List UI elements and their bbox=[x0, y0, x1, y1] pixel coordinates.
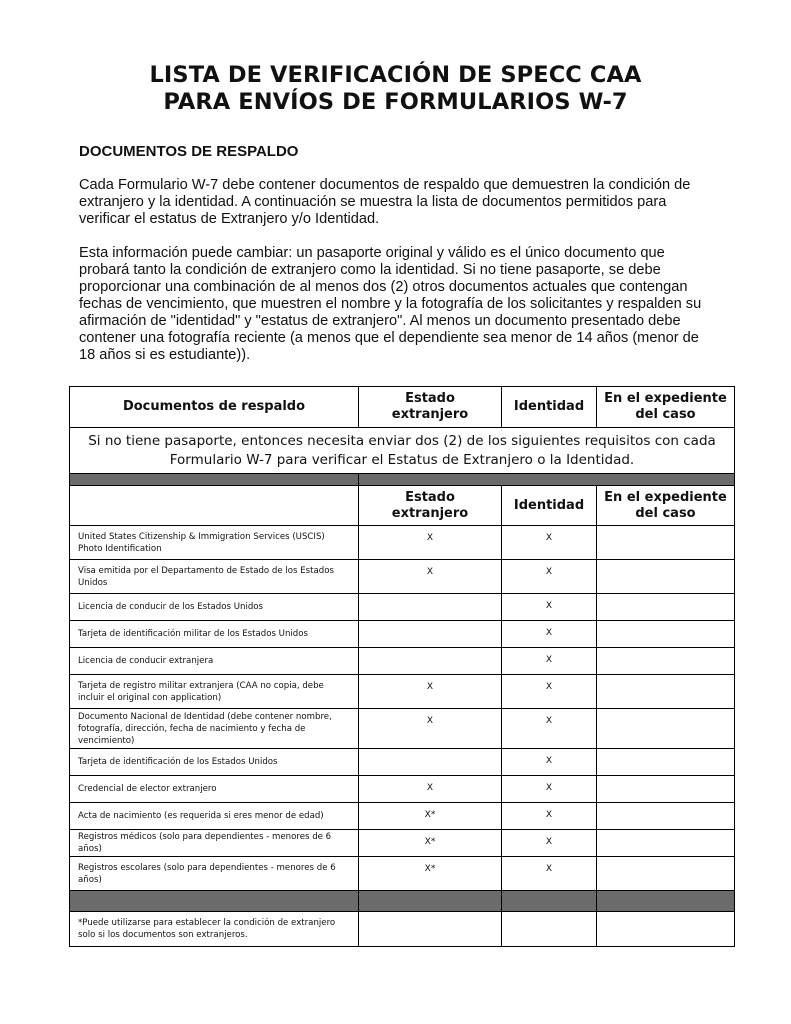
alien-status-cell: X bbox=[359, 526, 502, 560]
alien-status-cell: X* bbox=[359, 857, 502, 891]
alien-status-cell bbox=[359, 648, 502, 675]
alien-status-cell bbox=[359, 749, 502, 776]
document-name-cell: Tarjeta de registro militar extranjera (CAA no copia, debe incluir el original con application) bbox=[70, 675, 359, 709]
alien-status-cell bbox=[359, 621, 502, 648]
separator-cell bbox=[502, 891, 597, 912]
note-cell bbox=[70, 428, 735, 474]
alien-status-cell: X bbox=[359, 776, 502, 803]
intro-line: Cada Formulario W-7 debe contener documentos de respaldo que demuestren la condición de bbox=[79, 177, 691, 193]
identity-cell: X bbox=[502, 675, 597, 709]
subheader-case-file-line: En el expediente bbox=[604, 489, 727, 505]
table-row bbox=[70, 621, 735, 648]
separator-cell bbox=[359, 474, 735, 486]
section-heading: DOCUMENTOS DE RESPALDO bbox=[79, 143, 299, 160]
alien-status-cell bbox=[359, 594, 502, 621]
header-alien-status-line: Estado bbox=[405, 391, 455, 406]
page-title bbox=[0, 62, 791, 116]
header-case-file-line: del caso bbox=[635, 407, 696, 422]
table-row bbox=[70, 857, 735, 891]
document-name-cell: Tarjeta de identificación de los Estados Unidos bbox=[70, 749, 359, 776]
identity-cell: X bbox=[502, 594, 597, 621]
identity-cell: X bbox=[502, 526, 597, 560]
identity-cell: X bbox=[502, 803, 597, 830]
case-file-cell bbox=[597, 830, 735, 857]
document-name-cell: Licencia de conducir extranjera bbox=[70, 648, 359, 675]
table-row bbox=[70, 560, 735, 594]
footnote-row bbox=[70, 912, 735, 947]
separator-cell bbox=[70, 891, 359, 912]
subheader-alien-status-line: Estado bbox=[405, 489, 455, 505]
document-name-cell: United States Citizenship & Immigration Services (USCIS) Photo Identification bbox=[70, 526, 359, 560]
case-file-cell bbox=[597, 594, 735, 621]
separator-row bbox=[70, 474, 735, 486]
case-file-cell bbox=[597, 857, 735, 891]
table-row bbox=[70, 526, 735, 560]
alien-status-cell: X bbox=[359, 675, 502, 709]
identity-cell: X bbox=[502, 776, 597, 803]
intro-paragraph bbox=[79, 177, 704, 228]
case-file-cell bbox=[597, 675, 735, 709]
identity-cell: X bbox=[502, 857, 597, 891]
table-row bbox=[70, 830, 735, 857]
subheader-alien-status bbox=[359, 486, 502, 526]
table-row bbox=[70, 803, 735, 830]
case-file-cell bbox=[597, 526, 735, 560]
header-case-file bbox=[597, 387, 735, 428]
alien-status-cell: X bbox=[359, 560, 502, 594]
identity-cell: X bbox=[502, 648, 597, 675]
header-documents: Documentos de respaldo bbox=[70, 387, 359, 428]
info-line: afirmación de "identidad" y "estatus de extranjero". Al menos un documento presentado debe bbox=[79, 313, 681, 329]
info-line: contener una fotografía reciente (a menos que el dependiente sea menor de 14 años (menor de bbox=[79, 330, 699, 346]
separator-cell bbox=[70, 474, 359, 486]
table-row bbox=[70, 749, 735, 776]
intro-line: extranjero y la identidad. A continuación se muestra la lista de documentos permitidos para bbox=[79, 194, 667, 210]
header-identity: Identidad bbox=[502, 387, 597, 428]
header-alien-status-line: extranjero bbox=[391, 407, 469, 422]
case-file-cell bbox=[597, 648, 735, 675]
alien-status-cell: X bbox=[359, 709, 502, 749]
footnote-blank bbox=[359, 912, 502, 947]
separator-cell bbox=[359, 891, 502, 912]
separator-row bbox=[70, 891, 735, 912]
footnote-blank bbox=[502, 912, 597, 947]
document-name-cell: Visa emitida por el Departamento de Estado de los Estados Unidos bbox=[70, 560, 359, 594]
header-case-file-line: En el expediente bbox=[604, 391, 727, 406]
identity-cell: X bbox=[502, 749, 597, 776]
footnote-blank bbox=[597, 912, 735, 947]
table-row bbox=[70, 648, 735, 675]
case-file-cell bbox=[597, 621, 735, 648]
identity-cell: X bbox=[502, 621, 597, 648]
info-line: proporcionar una combinación de al menos dos (2) otros documentos actuales que contengan bbox=[79, 279, 688, 295]
note-line: Formulario W-7 para verificar el Estatus de Extranjero o la Identidad. bbox=[169, 451, 635, 468]
document-name-cell: Licencia de conducir de los Estados Unidos bbox=[70, 594, 359, 621]
separator-cell bbox=[597, 891, 735, 912]
header-alien-status bbox=[359, 387, 502, 428]
subheader-case-file bbox=[597, 486, 735, 526]
document-name-cell: Registros médicos (solo para dependientes - menores de 6 años) bbox=[70, 830, 359, 857]
identity-cell: X bbox=[502, 830, 597, 857]
intro-line: verificar el estatus de Extranjero y/o Identidad. bbox=[79, 211, 380, 227]
document-name-cell: Acta de nacimiento (es requerida si eres menor de edad) bbox=[70, 803, 359, 830]
note-row bbox=[70, 428, 735, 474]
subheader-alien-status-line: extranjero bbox=[391, 505, 469, 521]
identity-cell: X bbox=[502, 709, 597, 749]
page-title-line-1: LISTA DE VERIFICACIÓN DE SPECC CAA bbox=[149, 62, 642, 88]
page-title-line-2: PARA ENVÍOS DE FORMULARIOS W-7 bbox=[163, 89, 628, 115]
note-line: Si no tiene pasaporte, entonces necesita enviar dos (2) de los siguientes requisitos con cada bbox=[88, 432, 716, 449]
info-line: fechas de vencimiento, que muestren el nombre y la fotografía de los solicitantes y respalden su bbox=[79, 296, 702, 312]
table-row bbox=[70, 709, 735, 749]
case-file-cell bbox=[597, 709, 735, 749]
case-file-cell bbox=[597, 776, 735, 803]
case-file-cell bbox=[597, 560, 735, 594]
subheader-case-file-line: del caso bbox=[635, 505, 696, 521]
table-row bbox=[70, 594, 735, 621]
table-row bbox=[70, 776, 735, 803]
info-line: 18 años si es estudiante)). bbox=[79, 347, 251, 363]
info-line: probará tanto la condición de extranjero como la identidad. Si no tiene pasaporte, se debe bbox=[79, 262, 661, 278]
table-row bbox=[70, 675, 735, 709]
document-name-cell: Documento Nacional de Identidad (debe contener nombre, fotografía, dirección, fecha de nacimiento y fecha de vencimiento) bbox=[70, 709, 359, 749]
info-paragraph bbox=[79, 245, 704, 364]
documents-table bbox=[69, 386, 735, 947]
document-name-cell: Registros escolares (solo para dependientes - menores de 6 años) bbox=[70, 857, 359, 891]
subheader-blank bbox=[70, 486, 359, 526]
info-line: Esta información puede cambiar: un pasaporte original y válido es el único documento que bbox=[79, 245, 665, 261]
table-header-row bbox=[70, 387, 735, 428]
case-file-cell bbox=[597, 749, 735, 776]
subheader-identity: Identidad bbox=[502, 486, 597, 526]
footnote-text: *Puede utilizarse para establecer la condición de extranjero solo si los documentos son extranjeros. bbox=[70, 912, 359, 947]
document-name-cell: Tarjeta de identificación militar de los Estados Unidos bbox=[70, 621, 359, 648]
case-file-cell bbox=[597, 803, 735, 830]
document-name-cell: Credencial de elector extranjero bbox=[70, 776, 359, 803]
identity-cell: X bbox=[502, 560, 597, 594]
alien-status-cell: X* bbox=[359, 830, 502, 857]
table-subheader-row bbox=[70, 486, 735, 526]
alien-status-cell: X* bbox=[359, 803, 502, 830]
